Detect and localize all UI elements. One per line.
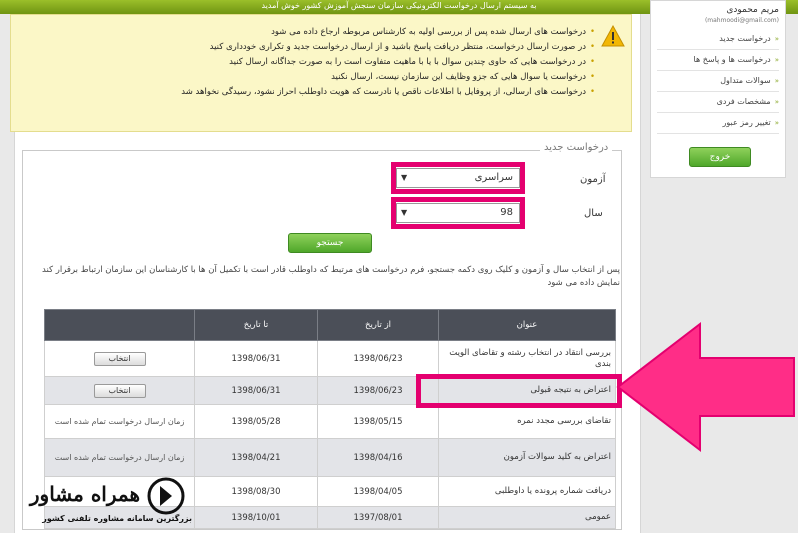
sidebar-item-faq[interactable]: « سوالات متداول xyxy=(657,71,779,92)
row-to: 1398/06/31 xyxy=(195,341,318,377)
sidebar-item-profile[interactable]: « مشخصات فردی xyxy=(657,92,779,113)
row-from: 1398/06/23 xyxy=(318,377,439,405)
sidebar-menu xyxy=(657,29,779,134)
row-from: 1398/05/15 xyxy=(318,405,439,439)
year-highlight xyxy=(391,197,525,229)
row-from: 1398/04/05 xyxy=(318,477,439,507)
exam-highlight xyxy=(391,162,525,194)
search-button[interactable]: جستجو xyxy=(288,233,372,253)
notice-item: • درخواست های ارسال شده پس از بررسی اولیه به کارشناس مربوطه ارجاع داده می شود xyxy=(21,25,595,40)
row-title: اعتراض به نتیجه قبولی xyxy=(439,377,616,405)
row-title: عمومی xyxy=(439,507,616,529)
col-title: عنوان xyxy=(439,310,616,341)
user-email: (mahmoodi@gmail.com) xyxy=(704,17,779,24)
row-from: 1397/08/01 xyxy=(318,507,439,529)
year-select-value: 98 xyxy=(500,207,513,218)
row-title: اعتراض به کلید سوالات آزمون xyxy=(439,439,616,477)
closed-status: زمان ارسال درخواست تمام شده است xyxy=(45,439,195,477)
row-from: 1398/06/23 xyxy=(318,341,439,377)
fieldset-legend: درخواست جدید xyxy=(540,142,612,153)
user-name: مریم محمودی xyxy=(726,5,779,15)
sidebar-item-new-request[interactable]: « درخواست جدید xyxy=(657,29,779,50)
col-action xyxy=(45,310,195,341)
sidebar-item-change-password[interactable]: « تغییر رمز عبور xyxy=(657,113,779,134)
col-to: تا تاریخ xyxy=(195,310,318,341)
row-title: بررسی انتقاد در انتخاب رشته و تقاضای الویت بندی xyxy=(439,341,616,377)
row-to: 1398/08/30 xyxy=(195,477,318,507)
row-to: 1398/06/31 xyxy=(195,377,318,405)
pointer-arrow-icon xyxy=(614,318,798,456)
notice-box xyxy=(10,14,632,132)
row-title: تقاضای بررسی مجدد نمره xyxy=(439,405,616,439)
warning-icon xyxy=(601,25,625,47)
objection-row-highlight xyxy=(416,374,622,408)
closed-status: زمان ارسال درخواست تمام شده است xyxy=(45,405,195,439)
row-to: 1398/10/01 xyxy=(195,507,318,529)
row-title: دریافت شماره پرونده یا داوطلبی xyxy=(439,477,616,507)
notice-item: • در درخواست هایی که حاوی چندین سوال با یا با ماهیت متفاوت است را به صورت جداگانه ارسال کنید xyxy=(21,55,595,70)
logout-button[interactable]: خروج xyxy=(689,147,751,167)
row-from: 1398/04/16 xyxy=(318,439,439,477)
table-row xyxy=(45,405,616,439)
row-to: 1398/04/21 xyxy=(195,439,318,477)
watermark-logo xyxy=(0,470,200,533)
year-label: سال xyxy=(584,208,603,219)
help-text: پس از انتخاب سال و آزمون و کلیک روی دکمه جستجو، فرم درخواست های مرتبط که داوطلب قادر است با تکمیل آن ها با کارشناسان این سازمان ارتباط برقرار کند نمایش داده می شود xyxy=(42,265,620,288)
select-button[interactable]: انتخاب xyxy=(94,352,146,366)
table-row xyxy=(45,341,616,377)
row-to: 1398/05/28 xyxy=(195,405,318,439)
notice-item: • در صورت ارسال درخواست، منتظر دریافت پاسخ باشید و از ارسال درخواست جدید و تکراری خودداری کنید xyxy=(21,40,595,55)
logo-mark-icon xyxy=(146,476,186,516)
col-from: از تاریخ xyxy=(318,310,439,341)
notice-item: • درخواست یا سوال هایی که جزو وظایف این سازمان نیست، ارسال نکنید xyxy=(21,70,595,85)
watermark-name: همراه مشاور xyxy=(29,482,140,506)
watermark-tagline: بزرگترین سامانه مشاوره تلفنی کشور xyxy=(42,514,192,523)
notice-list xyxy=(11,15,631,100)
welcome-banner: به سیستم ارسال درخواست الکترونیکی سازمان سنجش آموزش کشور خوش آمدید xyxy=(0,0,798,14)
exam-select-value: سراسری xyxy=(474,172,513,183)
sidebar-item-requests[interactable]: « درخواست ها و پاسخ ها xyxy=(657,50,779,71)
select-button[interactable]: انتخاب xyxy=(94,384,146,398)
exam-label: آزمون xyxy=(580,174,606,185)
sidebar xyxy=(650,0,786,178)
dropdown-arrow-icon: ▼ xyxy=(401,173,408,182)
notice-item: • درخواست های ارسالی، از پروفایل با اطلاعات ناقص یا نادرست که هویت داوطلب احراز نشود، رسیدگی نخواهد شد xyxy=(21,85,595,100)
dropdown-arrow-icon: ▼ xyxy=(401,208,408,217)
